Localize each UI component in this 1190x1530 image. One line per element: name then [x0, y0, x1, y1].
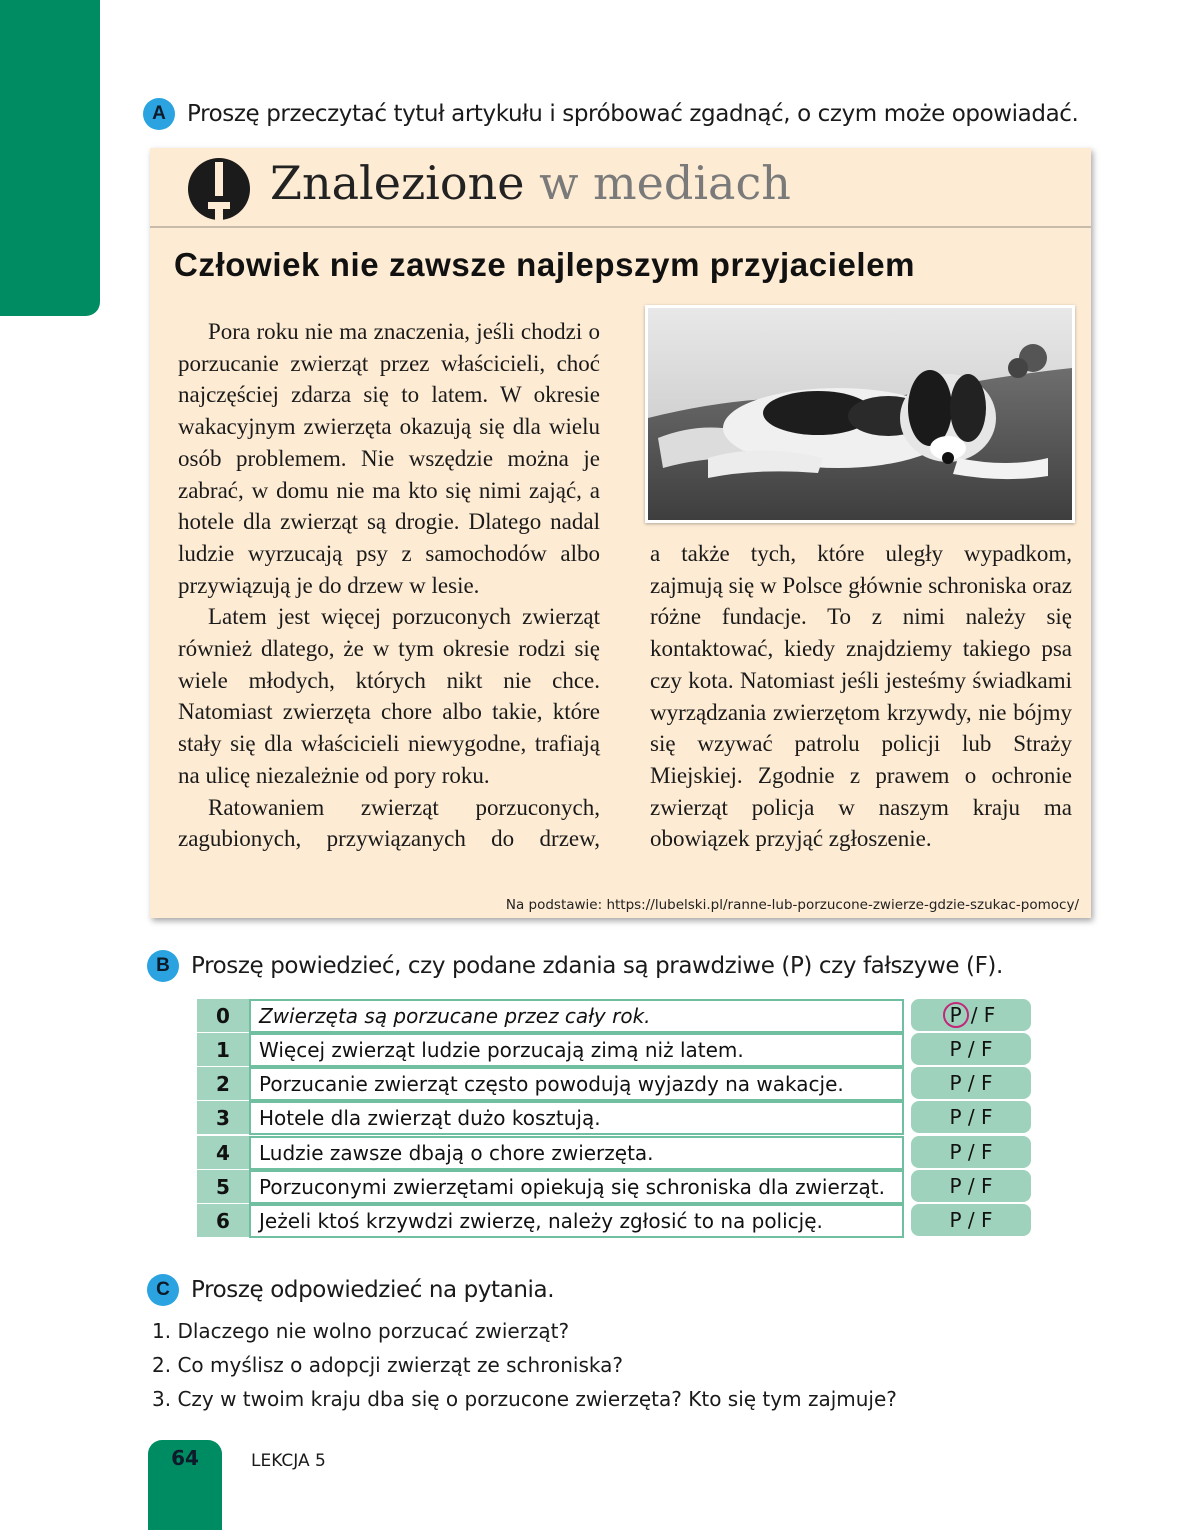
- section-a-instruction: Proszę przeczytać tytuł artykułu i spróbować zgadnąć, o czym może opowiadać.: [187, 101, 1079, 127]
- article-brand: [270, 156, 791, 210]
- section-c-badge: C: [147, 1274, 179, 1306]
- question-item: 2. Co myślisz o adopcji zwierząt ze schroniska?: [152, 1353, 623, 1377]
- section-c-header: [147, 1274, 554, 1306]
- statement-text: Hotele dla zwierząt dużo kosztują.: [249, 1101, 904, 1135]
- article-paragraph: Pora roku nie ma znaczenia, jeśli chodzi o porzucanie zwierząt przez właścicieli, choć najczęściej zdarza się to latem. W okresie wakacyjnym zwierzęta okazują się dla wielu osób problemem. Nie wszędzie można je zabrać, w domu nie ma kto się nimi zająć, a hotele dla zwierząt są drogie. Dlatego nadal ludzie wyrzucają psy z samochodów albo przywiązują je do drzew w lesie.: [178, 319, 600, 598]
- row-number: 6: [197, 1204, 249, 1237]
- table-row: [197, 999, 1032, 1030]
- row-number: 3: [197, 1101, 249, 1134]
- article-box: [150, 148, 1091, 918]
- brand-rest: w mediach: [539, 156, 791, 210]
- answer-choice[interactable]: P / F: [911, 1033, 1031, 1065]
- statement-text: Porzuconymi zwierzętami opiekują się schroniska dla zwierząt.: [249, 1170, 904, 1204]
- dog-photo: [645, 305, 1075, 523]
- section-c-instruction: Proszę odpowiedzieć na pytania.: [191, 1277, 555, 1303]
- table-row: [197, 1101, 1032, 1132]
- statement-text: Zwierzęta są porzucane przez cały rok.: [249, 999, 904, 1033]
- dog-photo-icon: [648, 308, 1072, 520]
- page-number: 64: [171, 1446, 199, 1470]
- answer-choice[interactable]: P / F: [911, 1170, 1031, 1202]
- circled-answer: P: [943, 1002, 969, 1028]
- row-number: 2: [197, 1067, 249, 1100]
- section-a-badge: A: [143, 98, 175, 130]
- row-number: 0: [197, 999, 249, 1032]
- table-row: [197, 1204, 1032, 1235]
- question-item: 1. Dlaczego nie wolno porzucać zwierząt?: [152, 1319, 570, 1343]
- table-row: [197, 1170, 1032, 1201]
- answer-choice[interactable]: P / F: [911, 1101, 1031, 1133]
- section-b-header: [147, 950, 1003, 982]
- media-logo-icon: [188, 158, 250, 220]
- answer-choice[interactable]: P / F: [911, 1136, 1031, 1168]
- statement-text: Porzucanie zwierząt często powodują wyjazdy na wakacje.: [249, 1067, 904, 1101]
- article-left-column: [178, 316, 600, 855]
- section-b-instruction: Proszę powiedzieć, czy podane zdania są prawdziwe (P) czy fałszywe (F).: [191, 953, 1003, 979]
- lesson-label: LEKCJA 5: [251, 1451, 326, 1471]
- brand-main: Znalezione: [270, 156, 525, 210]
- statement-text: Jeżeli ktoś krzywdzi zwierzę, należy zgłosić to na policję.: [249, 1204, 904, 1238]
- article-source: Na podstawie: https://lubelski.pl/ranne-lub-porzucone-zwierze-gdzie-szukac-pomocy/: [505, 897, 1079, 913]
- table-row: [197, 1033, 1032, 1064]
- question-list: [152, 1314, 897, 1416]
- statement-text: Więcej zwierząt ludzie porzucają zimą niż latem.: [249, 1033, 904, 1067]
- article-brand-header: [150, 148, 1091, 228]
- table-row: [197, 1136, 1032, 1167]
- article-title: Człowiek nie zawsze najlepszym przyjacielem: [174, 246, 916, 283]
- section-a-header: [143, 98, 1078, 130]
- statement-text: Ludzie zawsze dbają o chore zwierzęta.: [249, 1136, 904, 1170]
- row-number: 5: [197, 1170, 249, 1203]
- answer-choice[interactable]: P / F: [911, 1067, 1031, 1099]
- section-b-badge: B: [147, 950, 179, 982]
- table-row: [197, 1067, 1032, 1098]
- answer-choice[interactable]: [911, 999, 1031, 1031]
- article-paragraph: Ratowaniem zwierząt porzuconych, zagubionych, przywiązanych do drzew,: [178, 794, 600, 852]
- answer-choice[interactable]: P / F: [911, 1204, 1031, 1236]
- article-right-column: [650, 538, 1072, 855]
- side-color-tab: [0, 0, 100, 316]
- article-paragraph: a także tych, które uległy wypadkom, zajmują się w Polsce głównie schroniska oraz różne fundacje. To z nimi należy się kontaktować, kiedy znajdziemy takiego psa czy kota. Natomiast jeśli jesteśmy świadkami wyrządzania zwierzętom krzywdy, nie bójmy się wzywać patrolu policji lub Straży Miejskiej. Zgodnie z prawem o ochronie zwierząt policja w naszym kraju ma obowiązek przyjąć zgłoszenie.: [650, 541, 1072, 852]
- row-number: 1: [197, 1033, 249, 1066]
- article-paragraph: Latem jest więcej porzuconych zwierząt również dlatego, że w tym okresie rodzi się wiele młodych, których nikt nie chce. Natomiast zwierzęta chore albo takie, które stały się dla właścicieli niewygodne, trafiają na ulicę niezależnie od pory roku.: [178, 604, 600, 788]
- question-item: 3. Czy w twoim kraju dba się o porzucone zwierzęta? Kto się tym zajmuje?: [152, 1387, 897, 1411]
- answer-rest: / F: [970, 1003, 996, 1027]
- row-number: 4: [197, 1136, 249, 1169]
